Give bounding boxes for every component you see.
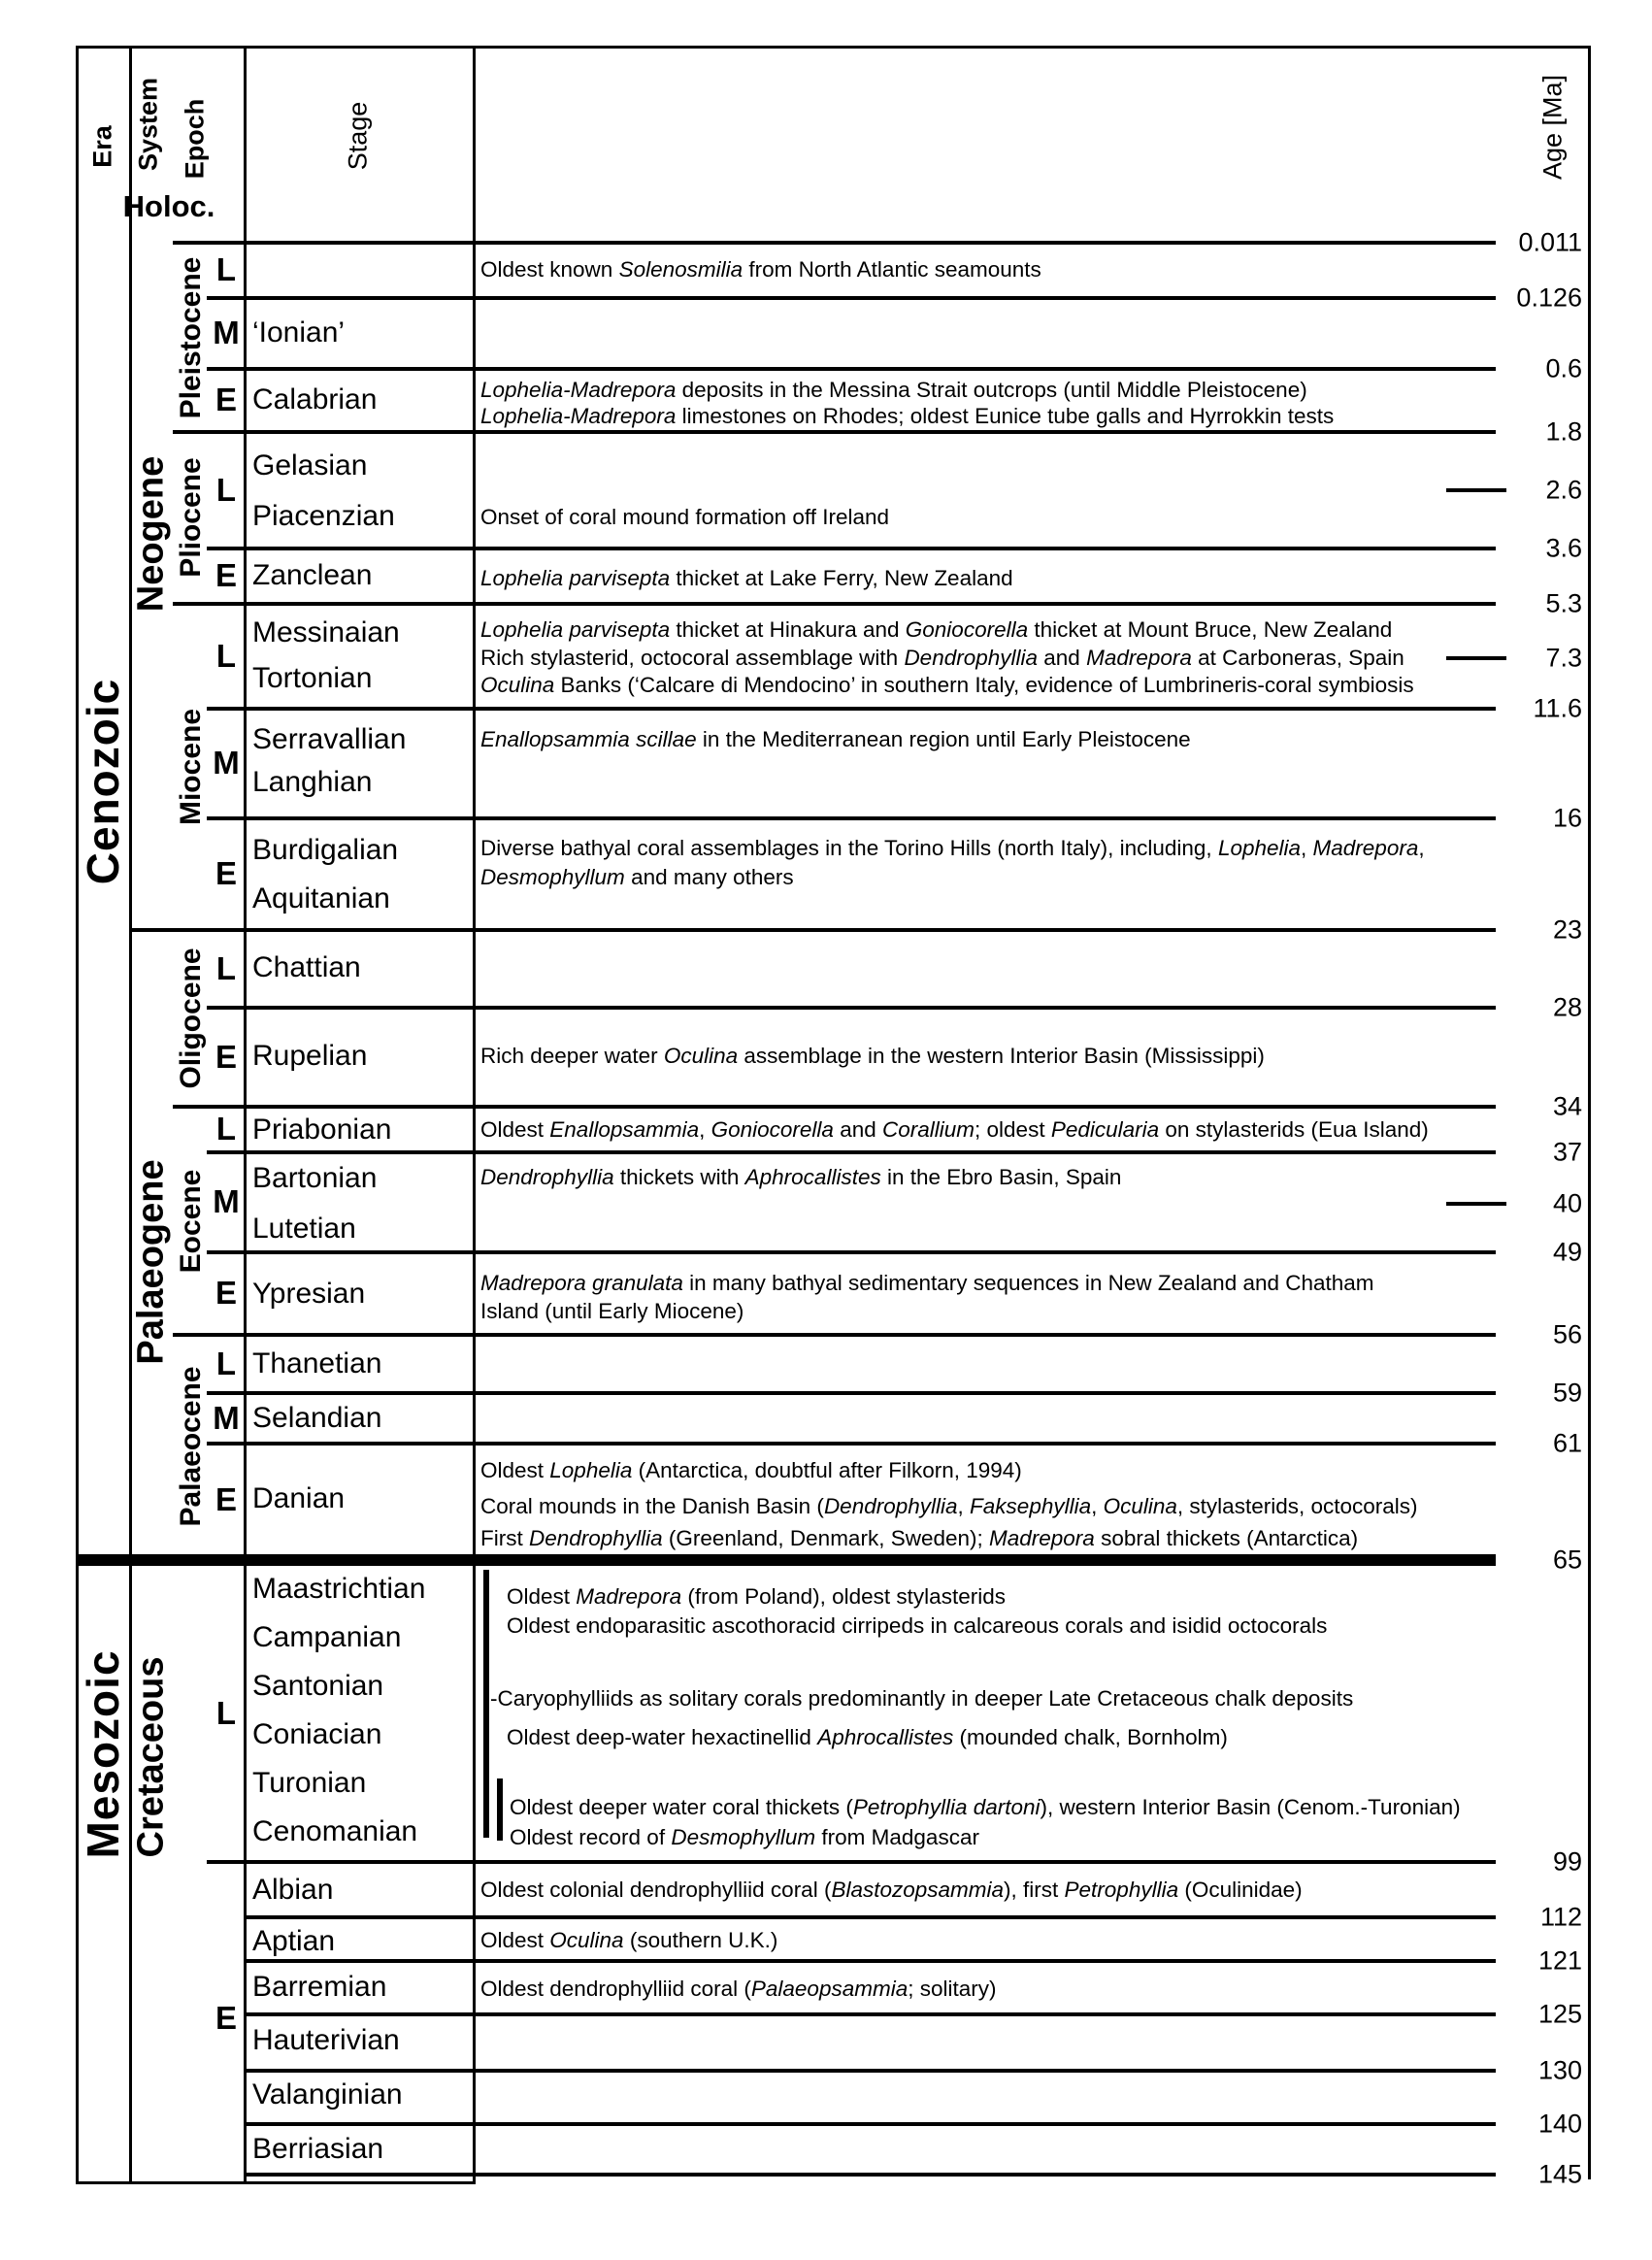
age-label-130: 130	[1537, 2055, 1582, 2085]
stage-label-barremian: Barremian	[252, 1971, 387, 2003]
event-text-26: Oldest colonial dendrophylliid coral (Blastozopsammia), first Petrophyllia (Oculinidae)	[480, 1878, 1303, 1902]
age-label-0-6: 0.6	[1545, 353, 1582, 383]
age-line-59	[207, 1391, 1496, 1395]
event-text-22: -Caryophylliids as solitary corals predominantly in deeper Late Cretaceous chalk deposits	[490, 1686, 1354, 1711]
age-label-99: 99	[1552, 1846, 1582, 1877]
age-line-145	[245, 2173, 1496, 2177]
age-line-0-011	[173, 241, 1496, 245]
header-epoch: Epoch	[180, 98, 210, 180]
stage-label-hauterivian: Hauterivian	[252, 2024, 400, 2056]
header-era: Era	[87, 125, 117, 168]
age-label-2-6: 2.6	[1545, 475, 1582, 505]
epoch-letter-pliocene-e: E	[215, 557, 238, 593]
event-text-28: Oldest dendrophylliid coral (Palaeopsammia; solitary)	[480, 1977, 997, 2001]
event-text-23: Oldest deep-water hexactinellid Aphrocallistes (mounded chalk, Bornholm)	[507, 1725, 1228, 1749]
event-text-4: Onset of coral mound formation off Ireland	[480, 505, 890, 529]
stage-label-aptian: Aptian	[252, 1925, 336, 1957]
event-text-14: Dendrophyllia thickets with Aphrocallistes in the Ebro Basin, Spain	[480, 1165, 1122, 1189]
age-line-37	[207, 1150, 1496, 1154]
stage-label-burdigalian: Burdigalian	[252, 834, 399, 866]
age-line-11-6	[207, 707, 1496, 711]
age-label-59: 59	[1552, 1378, 1582, 1408]
stage-label-calabrian: Calabrian	[252, 383, 378, 415]
age-label-37: 37	[1552, 1137, 1582, 1167]
stage-label-langhian: Langhian	[252, 766, 373, 798]
age-label-56: 56	[1552, 1319, 1582, 1349]
stage-label-zanclean: Zanclean	[252, 559, 373, 591]
table-top-border	[76, 46, 1591, 49]
age-line-125	[245, 2012, 1496, 2016]
event-text-19: First Dendrophyllia (Greenland, Denmark, Sweden); Madrepora sobral thickets (Antarctica)	[480, 1526, 1359, 1550]
stage-label-campanian: Campanian	[252, 1621, 402, 1653]
stage-label-gelasian: Gelasian	[252, 449, 368, 482]
event-text-16: Island (until Early Miocene)	[480, 1299, 744, 1323]
system-label-palaeogene: Palaeogene	[130, 1159, 172, 1365]
stage-label-valanginian: Valanginian	[252, 2078, 403, 2110]
age-label-65: 65	[1552, 1545, 1582, 1575]
age-label-145: 145	[1537, 2159, 1582, 2189]
event-text-24: Oldest deeper water coral thickets (Petrophyllia dartoni), western Interior Basin (Cenom.-Turonian)	[510, 1795, 1461, 1819]
epoch-letter-oligocene-e: E	[215, 1039, 238, 1075]
event-text-2: Lophelia-Madrepora deposits in the Messina Strait outcrops (until Middle Pleistocene)	[480, 378, 1307, 402]
event-text-7: Rich stylasterid, octocoral assemblage with Dendrophyllia and Madrepora at Carboneras, Spain	[480, 646, 1404, 670]
age-line-3-6	[207, 547, 1496, 550]
event-text-17: Oldest Lophelia (Antarctica, doubtful after Filkorn, 1994)	[480, 1458, 1022, 1482]
epoch-letter-miocene-m: M	[213, 745, 240, 781]
epoch-letter-pleistocene-m: M	[213, 315, 240, 350]
event-range-bar-2	[497, 1778, 503, 1841]
era-label-mesozoic: Mesozoic	[78, 1649, 128, 1859]
epoch-letter-pleistocene-l: L	[215, 251, 237, 287]
header-stage: Stage	[343, 101, 373, 171]
age-label-112: 112	[1539, 1902, 1582, 1932]
epoch-label-pliocene: Pliocene	[175, 457, 207, 578]
table-left-border	[76, 46, 79, 2184]
era-label-cenozoic: Cenozoic	[78, 678, 128, 885]
event-text-9: Enallopsammia scillae in the Mediterranean region until Early Pleistocene	[480, 727, 1191, 751]
system-label-cretaceous: Cretaceous	[130, 1656, 172, 1858]
age-label-11-6: 11.6	[1533, 693, 1582, 723]
holocene-label: Holoc.	[122, 189, 215, 223]
age-line-121	[245, 1959, 1496, 1963]
stage-label-bartonian: Bartonian	[252, 1162, 378, 1194]
stage-label-ypresian: Ypresian	[252, 1278, 366, 1310]
age-label-0-011: 0.011	[1518, 227, 1582, 257]
age-line-61	[207, 1442, 1496, 1446]
event-text-13: Oldest Enallopsammia, Goniocorella and Corallium; oldest Pedicularia on stylasterids (Eua Island)	[480, 1117, 1429, 1142]
event-text-20: Oldest Madrepora (from Poland), oldest stylasterids	[507, 1584, 1006, 1609]
stage-label-selandian: Selandian	[252, 1402, 382, 1434]
age-label-7-3: 7.3	[1545, 643, 1582, 673]
stage-label-lutetian: Lutetian	[252, 1213, 356, 1245]
age-label-49: 49	[1552, 1237, 1582, 1267]
age-label-0-126: 0.126	[1516, 282, 1582, 313]
age-line-65	[76, 1554, 1496, 1566]
age-label-1-8: 1.8	[1545, 416, 1582, 447]
age-label-3-6: 3.6	[1545, 533, 1582, 563]
epoch-letter-palaeocene-l: L	[215, 1346, 237, 1381]
table-bottom-border	[76, 2181, 476, 2184]
age-line-34	[173, 1105, 1496, 1109]
stage-label-berriasian: Berriasian	[252, 2133, 384, 2165]
epoch-letter-pleistocene-e: E	[215, 382, 238, 417]
age-dash-7-3	[1446, 656, 1506, 660]
epoch-label-palaeocene: Palaeocene	[175, 1366, 207, 1527]
age-label-23: 23	[1552, 914, 1582, 945]
event-text-5: Lophelia parvisepta thicket at Lake Ferry, New Zealand	[480, 566, 1013, 590]
stage-label-serravallian: Serravallian	[252, 723, 407, 755]
event-text-21: Oldest endoparasitic ascothoracid cirripeds in calcareous corals and isidid octocorals	[507, 1613, 1328, 1638]
age-line-5-3	[173, 602, 1496, 606]
age-label-16: 16	[1552, 803, 1582, 833]
age-line-0-6	[207, 367, 1496, 371]
event-text-8: Oculina Banks (‘Calcare di Mendocino’ in southern Italy, evidence of Lumbrineris-coral symbiosis	[480, 673, 1414, 697]
event-text-12: Rich deeper water Oculina assemblage in the western Interior Basin (Mississippi)	[480, 1044, 1265, 1068]
stage-label-maastrichtian: Maastrichtian	[252, 1573, 426, 1605]
stage-label-santonian: Santonian	[252, 1670, 384, 1702]
epoch-letter-palaeocene-m: M	[213, 1400, 240, 1436]
system-label-neogene: Neogene	[130, 455, 172, 613]
stage-label-rupelian: Rupelian	[252, 1040, 368, 1072]
age-label-61: 61	[1552, 1428, 1582, 1458]
age-label-125: 125	[1537, 1999, 1582, 2029]
age-dash-2-6	[1446, 488, 1506, 492]
stage-label-albian: Albian	[252, 1874, 334, 1906]
stage-label-coniacian: Coniacian	[252, 1718, 382, 1750]
event-text-11: Desmophyllum and many others	[480, 865, 794, 889]
event-text-3: Lophelia-Madrepora limestones on Rhodes; oldest Eunice tube galls and Hyrrokkin tests	[480, 404, 1335, 428]
epoch-letter-eocene-m: M	[213, 1183, 240, 1219]
event-text-15: Madrepora granulata in many bathyal sedimentary sequences in New Zealand and Chatham	[480, 1271, 1374, 1295]
age-label-121: 121	[1537, 1945, 1582, 1976]
stage-label-messinaian: Messinaian	[252, 616, 400, 648]
age-label-140: 140	[1537, 2109, 1582, 2139]
epoch-letter-cretaceous-l: L	[215, 1695, 237, 1731]
event-text-6: Lophelia parvisepta thicket at Hinakura and Goniocorella thicket at Mount Bruce, New Zealand	[480, 617, 1393, 642]
epoch-label-pleistocene: Pleistocene	[175, 256, 207, 419]
age-line-99	[207, 1860, 1496, 1864]
event-text-25: Oldest record of Desmophyllum from Madgascar	[510, 1825, 979, 1849]
stage-label-ionian: ‘Ionian’	[252, 316, 346, 349]
age-line-0-126	[207, 296, 1496, 300]
age-line-23	[131, 928, 1496, 932]
epoch-letter-miocene-e: E	[215, 855, 238, 891]
age-line-1-8	[173, 430, 1496, 434]
age-label-5-3: 5.3	[1545, 588, 1582, 618]
epoch-letter-palaeocene-e: E	[215, 1481, 238, 1517]
stage-label-piacenzian: Piacenzian	[252, 500, 395, 532]
event-range-bar-1	[483, 1570, 489, 1838]
stage-label-tortonian: Tortonian	[252, 662, 373, 694]
age-line-28	[207, 1006, 1496, 1010]
stage-label-cenomanian: Cenomanian	[252, 1815, 418, 1847]
event-text-10: Diverse bathyal coral assemblages in the Torino Hills (north Italy), including, Lophelia, Madrepora,	[480, 836, 1425, 860]
epoch-letter-cretaceous-e: E	[215, 2000, 238, 2036]
epoch-letter-pliocene-l: L	[215, 472, 237, 508]
stage-label-priabonian: Priabonian	[252, 1113, 392, 1146]
event-text-18: Coral mounds in the Danish Basin (Dendrophyllia, Faksephyllia, Oculina, stylasterids, octocorals)	[480, 1494, 1418, 1518]
age-label-28: 28	[1552, 992, 1582, 1022]
header-system: System	[133, 77, 163, 172]
age-label-34: 34	[1552, 1091, 1582, 1121]
epoch-letter-miocene-l: L	[215, 638, 237, 674]
age-line-140	[245, 2122, 1496, 2126]
epoch-label-eocene: Eocene	[175, 1169, 207, 1274]
age-line-112	[245, 1915, 1496, 1919]
age-line-49	[207, 1250, 1496, 1254]
era-system-divider	[129, 46, 132, 2184]
age-line-56	[173, 1333, 1496, 1337]
age-dash-40	[1446, 1202, 1506, 1206]
epoch-letter-eocene-l: L	[215, 1111, 237, 1147]
age-label-40: 40	[1552, 1188, 1582, 1218]
stage-label-turonian: Turonian	[252, 1767, 367, 1799]
stage-label-danian: Danian	[252, 1482, 346, 1514]
age-line-130	[245, 2069, 1496, 2073]
stage-label-thanetian: Thanetian	[252, 1347, 382, 1379]
stage-label-aquitanian: Aquitanian	[252, 882, 390, 914]
epoch-label-oligocene: Oligocene	[175, 947, 207, 1089]
epoch-letter-oligocene-l: L	[215, 950, 237, 986]
epoch-label-miocene: Miocene	[175, 708, 207, 826]
event-text-1: Oldest known Solenosmilia from North Atlantic seamounts	[480, 257, 1041, 282]
event-text-27: Oldest Oculina (southern U.K.)	[480, 1928, 778, 1952]
stage-label-chattian: Chattian	[252, 951, 361, 983]
table-right-border	[1588, 46, 1591, 2179]
epoch-letter-eocene-e: E	[215, 1275, 238, 1311]
header-age: Age [Ma]	[1537, 74, 1568, 181]
age-line-16	[207, 816, 1496, 820]
